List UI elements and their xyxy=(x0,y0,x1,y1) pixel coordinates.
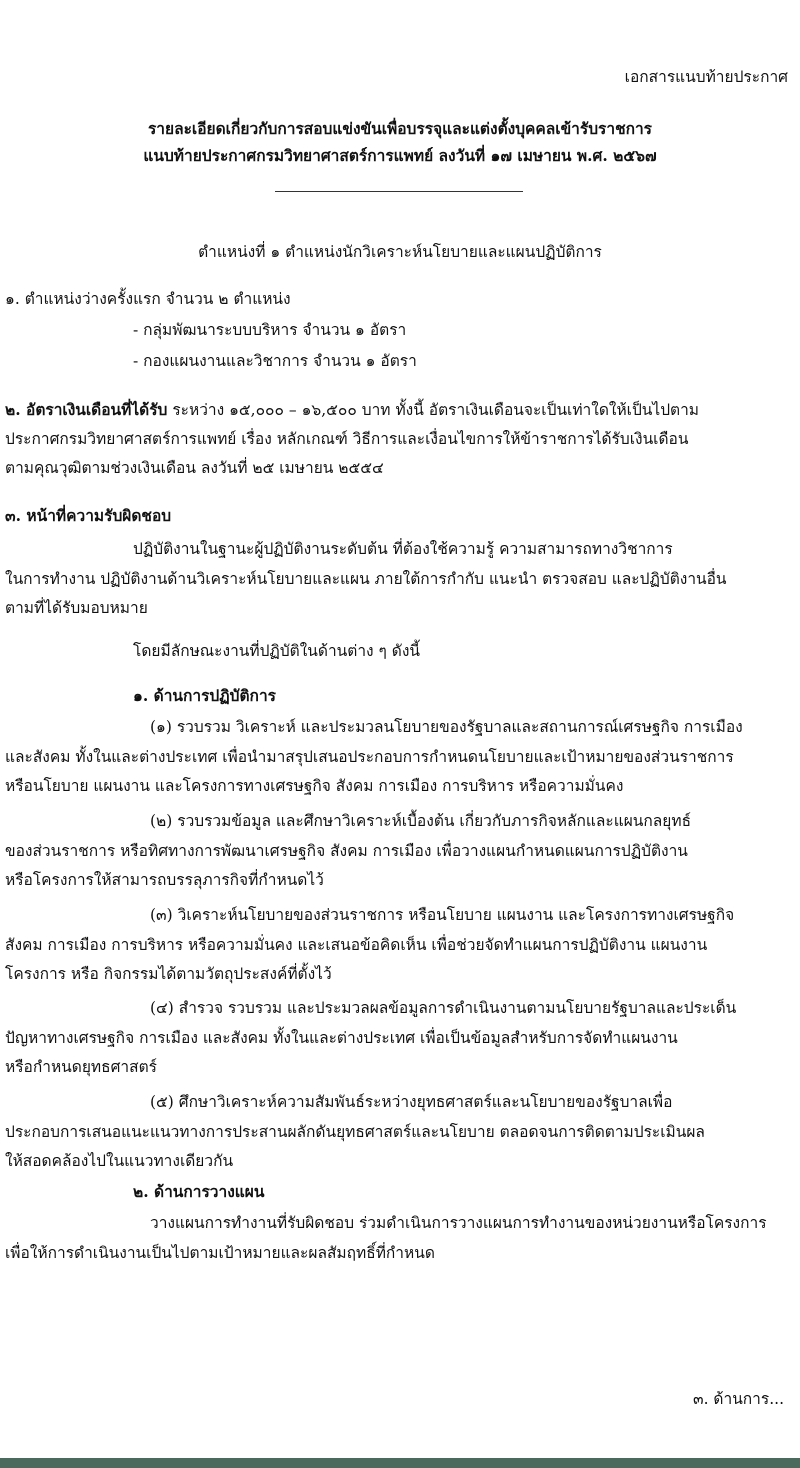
section-3-para-2: โดยมีลักษณะงานที่ปฏิบัติในด้านต่าง ๆ ดังนี้ xyxy=(133,642,421,660)
ops-item-2-line-2: ของส่วนราชการ หรือทิศทางการพัฒนาเศรษฐกิจ สังคม การเมือง เพื่อวางแผนกำหนดแผนการปฏิบัติงาน xyxy=(5,842,688,860)
planning-line-1: วางแผนการทำงานที่รับผิดชอบ ร่วมดำเนินการวางแผนการทำงานของหน่วยงานหรือโครงการ xyxy=(150,1214,767,1232)
ops-item-2-line-1: (๒) รวบรวมข้อมูล และศึกษาวิเคราะห์เบื้องต้น เกี่ยวกับภารกิจหลักและแผนกลยุทธ์ xyxy=(150,812,692,830)
header-note: เอกสารแนบท้ายประกาศ xyxy=(624,68,788,86)
section-1-heading: ๑. ตำแหน่งว่างครั้งแรก จำนวน ๒ ตำแหน่ง xyxy=(5,290,291,308)
section-3-heading: ๓. หน้าที่ความรับผิดชอบ xyxy=(5,506,172,525)
title-line-2: แนบท้ายประกาศกรมวิทยาศาสตร์การแพทย์ ลงวันที่ ๑๗ เมษายน พ.ศ. ๒๕๖๗ xyxy=(143,146,657,165)
section-1-item-1: - กลุ่มพัฒนาระบบบริหาร จำนวน ๑ อัตรา xyxy=(133,321,407,339)
section-2-text-1: ระหว่าง ๑๕,๐๐๐ – ๑๖,๕๐๐ บาท ทั้งนี้ อัตราเงินเดือนจะเป็นเท่าใดให้เป็นไปตาม xyxy=(172,401,700,419)
section-3-para-1-line-1: ปฏิบัติงานในฐานะผู้ปฏิบัติงานระดับต้น ที่ต้องใช้ความรู้ ความสามารถทางวิชาการ xyxy=(133,540,673,558)
ops-item-5-line-2: ประกอบการเสนอแนะแนวทางการประสานผลักดันยุทธศาสตร์และนโยบาย ตลอดจนการติดตามประเมินผล xyxy=(5,1123,705,1141)
position-title: ตำแหน่งที่ ๑ ตำแหน่งนักวิเคราะห์นโยบายและแผนปฏิบัติการ xyxy=(198,243,602,261)
section-3-para-1-line-3: ตามที่ได้รับมอบหมาย xyxy=(5,599,148,617)
operations-heading: ๑. ด้านการปฏิบัติการ xyxy=(133,686,276,705)
footer-continuation: ๓. ด้านการ... xyxy=(692,1390,784,1408)
title-line-1: รายละเอียดเกี่ยวกับการสอบแข่งขันเพื่อบรรจุและแต่งตั้งบุคคลเข้ารับราชการ xyxy=(147,119,652,138)
planning-heading: ๒. ด้านการวางแผน xyxy=(133,1182,265,1201)
ops-item-3-line-1: (๓) วิเคราะห์นโยบายของส่วนราชการ หรือนโยบาย แผนงาน และโครงการทางเศรษฐกิจ xyxy=(150,906,735,924)
section-2-label: ๒. อัตราเงินเดือนที่ได้รับ xyxy=(5,400,168,419)
section-1-item-2: - กองแผนงานและวิชาการ จำนวน ๑ อัตรา xyxy=(133,352,417,370)
ops-item-4-line-2: ปัญหาทางเศรษฐกิจ การเมือง และสังคม ทั้งในและต่างประเทศ เพื่อเป็นข้อมูลสำหรับการจัดทำแผนงาน xyxy=(5,1029,678,1047)
ops-item-5-line-1: (๕) ศึกษาวิเคราะห์ความสัมพันธ์ระหว่างยุทธศาสตร์และนโยบายของรัฐบาลเพื่อ xyxy=(150,1093,673,1111)
ops-item-3-line-2: สังคม การเมือง การบริหาร หรือความมั่นคง และเสนอข้อคิดเห็น เพื่อช่วยจัดทำแผนการปฏิบัติงาน แผนงาน xyxy=(5,936,708,954)
ops-item-5-line-3: ให้สอดคล้องไปในแนวทางเดียวกัน xyxy=(5,1152,234,1170)
section-2-line-2: ประกาศกรมวิทยาศาสตร์การแพทย์ เรื่อง หลักเกณฑ์ วิธีการและเงื่อนไขการให้ข้าราชการได้รับเงินเดือน xyxy=(5,430,689,448)
section-3-para-1-line-2: ในการทำงาน ปฏิบัติงานด้านวิเคราะห์นโยบายและแผน ภายใต้การกำกับ แนะนำ ตรวจสอบ และปฏิบัติงานอื่น xyxy=(5,570,727,588)
ops-item-3-line-3: โครงการ หรือ กิจกรรมได้ตามวัตถุประสงค์ที่ตั้งไว้ xyxy=(5,965,332,983)
ops-item-4-line-1: (๔) สำรวจ รวบรวม และประมวลผลข้อมูลการดำเนินงานตามนโยบายรัฐบาลและประเด็น xyxy=(150,999,737,1017)
planning-line-2: เพื่อให้การดำเนินงานเป็นไปตามเป้าหมายและผลสัมฤทธิ์ที่กำหนด xyxy=(5,1244,435,1262)
section-2-line-3: ตามคุณวุฒิตามช่วงเงินเดือน ลงวันที่ ๒๕ เมษายน ๒๕๕๔ xyxy=(5,459,384,477)
ops-item-1-line-1: (๑) รวบรวม วิเคราะห์ และประมวลนโยบายของรัฐบาลและสถานการณ์เศรษฐกิจ การเมือง xyxy=(150,718,743,736)
ops-item-4-line-3: หรือกำหนดยุทธศาสตร์ xyxy=(5,1058,157,1076)
ops-item-2-line-3: หรือโครงการให้สามารถบรรลุภารกิจที่กำหนดไว้ xyxy=(5,871,324,889)
ops-item-1-line-2: และสังคม ทั้งในและต่างประเทศ เพื่อนำมาสรุปเสนอประกอบการกำหนดนโยบายและเป้าหมายของส่วนราชการ xyxy=(5,748,734,766)
bottom-border xyxy=(0,1458,800,1468)
section-2-line-1 xyxy=(5,399,699,421)
title-divider xyxy=(275,191,523,192)
ops-item-1-line-3: หรือนโยบาย แผนงาน และโครงการทางเศรษฐกิจ สังคม การเมือง การบริหาร หรือความมั่นคง xyxy=(5,777,624,795)
